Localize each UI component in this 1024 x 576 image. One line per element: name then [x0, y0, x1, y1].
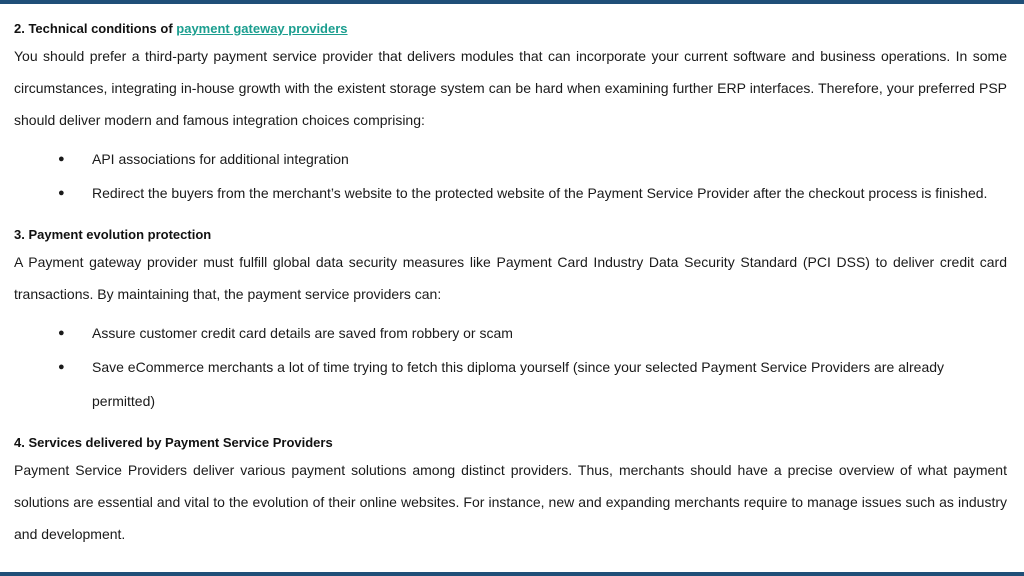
list-item-text: Save eCommerce merchants a lot of time trying to fetch this diploma yourself (since your selected Payment Service Providers are already permitted) — [92, 359, 945, 409]
bullet-icon: ● — [58, 327, 65, 339]
section-heading: 4. Services delivered by Payment Service Providers — [14, 435, 333, 450]
list-item — [14, 142, 1007, 176]
bullet-list — [14, 142, 1007, 210]
section-services-delivered — [14, 432, 1007, 550]
bullet-list — [14, 316, 1007, 418]
list-item-text: Redirect the buyers from the merchant’s website to the protected website of the Payment Service Provider after the checkout process is finished. — [92, 185, 988, 201]
bullet-icon: ● — [58, 187, 65, 199]
document-body — [14, 18, 1007, 550]
section-heading — [14, 18, 1007, 40]
section-payment-protection — [14, 224, 1007, 418]
bullet-icon: ● — [58, 153, 65, 165]
bullet-icon: ● — [58, 361, 65, 373]
list-item — [14, 316, 1007, 350]
section-paragraph: Payment Service Providers deliver various payment solutions among distinct providers. Thus, merchants should have a precise overview of what payment solutions are essential and vital to the evolution of their online websites. For instance, new and expanding merchants require to manage issues such as industry and development. — [14, 462, 1007, 542]
top-border — [0, 0, 1024, 4]
section-paragraph: A Payment gateway provider must fulfill global data security measures like Payment Card Industry Data Security Standard (PCI DSS) to deliver credit card transactions. By maintaining that, the payment service providers can: — [14, 254, 1007, 302]
section-paragraph: You should prefer a third-party payment service provider that delivers modules that can incorporate your current software and business operations. In some circumstances, integrating in-house growth with the existent storage system can be hard when examining further ERP interfaces. Therefore, your preferred PSP should deliver modern and famous integration choices comprising: — [14, 48, 1007, 128]
bottom-border — [0, 572, 1024, 576]
heading-text: 2. Technical conditions of — [14, 21, 177, 36]
list-item — [14, 176, 1007, 210]
section-heading: 3. Payment evolution protection — [14, 227, 212, 242]
payment-gateway-providers-link[interactable]: payment gateway providers — [176, 21, 348, 36]
list-item-text: Assure customer credit card details are saved from robbery or scam — [92, 325, 513, 341]
section-technical-conditions — [14, 18, 1007, 210]
list-item — [14, 350, 1007, 418]
list-item-text: API associations for additional integration — [92, 151, 349, 167]
